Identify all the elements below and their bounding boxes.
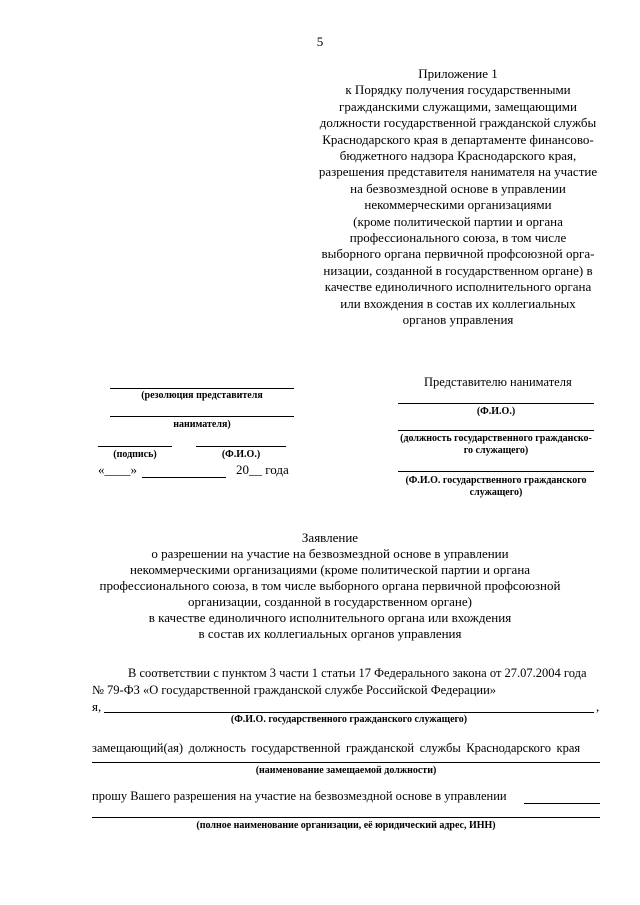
appendix-line: профессионального союза, в том числе bbox=[349, 230, 567, 246]
date-day: «____» bbox=[98, 462, 137, 477]
request-statement: прошу Вашего разрешения на участие на безвозмездной основе в управлении bbox=[92, 789, 507, 803]
statement-line: в качестве единоличного исполнительного органа или вхождения bbox=[148, 610, 512, 625]
appendix-line: Краснодарского края в департаменте финансово- bbox=[322, 131, 594, 147]
appendix-line: должности государственной гражданской службы bbox=[319, 115, 597, 131]
servant-fio-caption-2: служащего) bbox=[469, 487, 523, 498]
organization-caption: (полное наименование организации, её юридический адрес, ИНН) bbox=[196, 820, 496, 831]
appendix-line: гражданскими служащими, замещающими bbox=[339, 98, 577, 114]
legal-basis-line-1: В соответствии с пунктом 3 части 1 статьи 17 Федерального закона от 27.07.2004 года bbox=[128, 666, 587, 680]
resolution-line-1[interactable] bbox=[110, 388, 294, 389]
ya-comma: , bbox=[596, 699, 600, 714]
signature-caption: (подпись) bbox=[113, 449, 157, 460]
addressee-title: Представителю нанимателя bbox=[424, 375, 572, 389]
statement-line: в состав их коллегиальных органов управления bbox=[198, 626, 462, 641]
statement-line: Заявление bbox=[301, 530, 359, 545]
left-fio-caption: (Ф.И.О.) bbox=[221, 449, 261, 460]
organization-line[interactable] bbox=[92, 817, 600, 818]
servant-fio-caption-1: (Ф.И.О. государственного гражданского bbox=[405, 475, 587, 486]
appendix-line: низации, созданной в государственном органе) в bbox=[323, 262, 593, 278]
date-month-line[interactable] bbox=[142, 477, 226, 478]
employer-fio-line[interactable] bbox=[398, 403, 594, 404]
appendix-line: Приложение 1 bbox=[418, 66, 498, 81]
appendix-line: выборного органа первичной профсоюзной орга- bbox=[321, 246, 595, 262]
servant-fio-line[interactable] bbox=[398, 471, 594, 472]
left-fio-line[interactable] bbox=[196, 446, 286, 447]
page-number: 5 bbox=[316, 34, 324, 49]
signature-line[interactable] bbox=[98, 446, 172, 447]
appendix-line: некоммерческими организациями bbox=[364, 197, 552, 213]
ya-label: я, bbox=[92, 699, 102, 714]
applicant-fio-caption: (Ф.И.О. государственного гражданского служащего) bbox=[230, 714, 468, 725]
statement-line: организации, созданной в государственном органе) bbox=[188, 594, 472, 609]
legal-basis-line-2: № 79-ФЗ «О государственной гражданской службе Российской Федерации» bbox=[92, 683, 497, 697]
date-year: 20__ года bbox=[236, 462, 289, 477]
position-name-line[interactable] bbox=[92, 762, 600, 763]
appendix-header bbox=[288, 66, 628, 329]
statement-title bbox=[0, 530, 640, 642]
statement-line: профессионального союза, в том числе выборного органа первичной профсоюзной bbox=[99, 578, 561, 593]
appendix-line: к Порядку получения государственными bbox=[345, 82, 571, 98]
appendix-line: (кроме политической партии и органа bbox=[353, 213, 563, 229]
request-line-end[interactable] bbox=[524, 803, 600, 804]
appendix-line: органов управления bbox=[402, 312, 514, 328]
resolution-caption-2: нанимателя) bbox=[173, 419, 231, 430]
statement-line: некоммерческими организациями (кроме политической партии и органа bbox=[129, 562, 531, 577]
employer-fio-caption: (Ф.И.О.) bbox=[476, 406, 516, 417]
servant-position-line[interactable] bbox=[398, 430, 594, 431]
position-statement: замещающий(ая) должность государственной гражданской службы Краснодарского края bbox=[92, 741, 581, 755]
appendix-line: качестве единоличного исполнительного органа bbox=[324, 279, 592, 295]
resolution-caption-1: (резолюция представителя bbox=[141, 390, 263, 401]
appendix-line: или вхождения в состав их коллегиальных bbox=[340, 295, 576, 311]
statement-line: о разрешении на участие на безвозмездной основе в управлении bbox=[151, 546, 509, 561]
appendix-line: на безвозмездной основе в управлении bbox=[350, 180, 566, 196]
appendix-line: бюджетного надзора Краснодарского края, bbox=[339, 148, 577, 164]
servant-position-caption-1: (должность государственного гражданско- bbox=[400, 433, 592, 444]
servant-position-caption-2: го служащего) bbox=[463, 445, 529, 456]
applicant-fio-line[interactable] bbox=[104, 712, 594, 713]
resolution-line-2[interactable] bbox=[110, 416, 294, 417]
appendix-line: разрешения представителя нанимателя на участие bbox=[318, 164, 598, 180]
position-name-caption: (наименование замещаемой должности) bbox=[255, 765, 437, 776]
